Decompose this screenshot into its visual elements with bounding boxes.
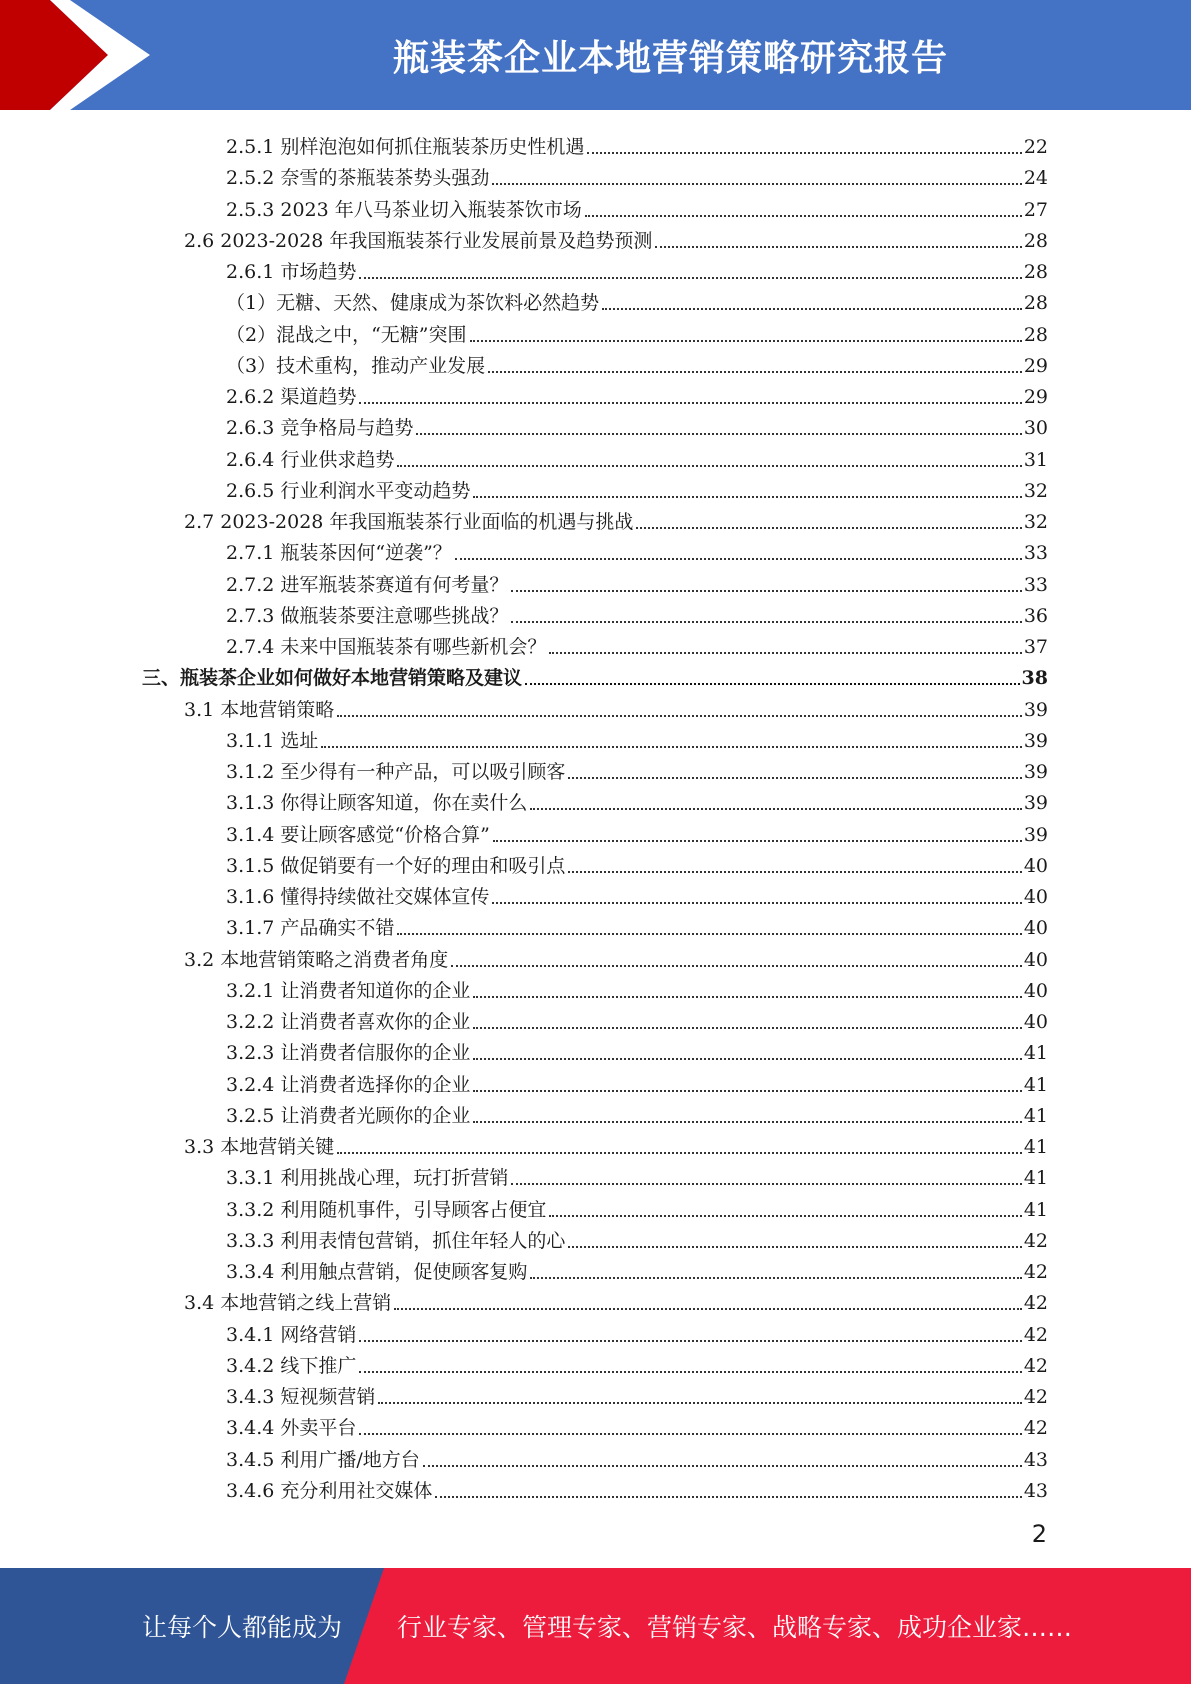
toc-entry-label: 2.7.1 瓶装茶因何“逆袭”？ [226,542,452,565]
toc-dot-leader [568,776,1021,779]
toc-dot-leader [394,1307,1022,1310]
toc-entry-label: 3.3.3 利用表情包营销，抓住年轻人的心 [226,1229,566,1252]
toc-dot-leader [511,589,1021,592]
toc-dot-leader [435,1495,1021,1498]
toc-entry[interactable] [226,159,1048,190]
toc-entry-page: 28 [1023,323,1048,346]
toc-entry-page: 39 [1023,729,1048,752]
footer-slogan-right: 行业专家、管理专家、营销专家、战略专家、成功企业家…… [397,1613,1073,1642]
toc-entry[interactable] [226,253,1048,284]
toc-entry-label: 3.2.2 让消费者喜欢你的企业 [226,1011,471,1033]
toc-dot-leader [473,1026,1021,1029]
toc-entry[interactable] [184,1284,1048,1315]
toc-entry-label: 3.2.3 让消费者信服你的企业 [226,1042,471,1065]
toc-entry[interactable] [142,659,1048,690]
toc-entry-page: 29 [1023,354,1048,377]
toc-entry-page: 31 [1023,448,1048,471]
toc-entry-page: 22 [1023,136,1048,158]
toc-entry-page: 42 [1023,1229,1048,1252]
toc-entry[interactable] [226,1222,1048,1253]
toc-entry-label: 2.6.5 行业利润水平变动趋势 [226,479,471,502]
toc-entry-label: 3.1.7 产品确实不错 [226,917,395,940]
toc-entry-page: 42 [1023,1417,1048,1440]
toc-dot-leader [321,745,1021,748]
toc-entry[interactable] [226,1066,1048,1097]
toc-entry-page: 38 [1021,667,1048,690]
toc-entry-label: 2.6.2 渠道趋势 [226,386,357,408]
toc-entry[interactable] [226,284,1048,315]
toc-dot-leader [549,1214,1021,1217]
toc-entry-label: 3.1.6 懂得持续做社交媒体宣传 [226,886,490,908]
toc-entry-page: 39 [1023,823,1048,846]
toc-entry-label: （2）混战之中，“无糖”突围 [226,323,467,346]
toc-entry-label: 3.2.4 让消费者选择你的企业 [226,1073,471,1096]
toc-entry-page: 33 [1023,542,1048,565]
toc-entry-label: 3.1.1 选址 [226,729,319,752]
toc-entry-page: 41 [1023,1104,1048,1127]
toc-entry-label: 3.4.1 网络营销 [226,1323,357,1346]
toc-entry-label: 3.3.4 利用触点营销，促使顾客复购 [226,1261,528,1283]
toc-entry-label: 3.2 本地营销策略之消费者角度 [184,948,449,971]
toc-dot-leader [585,214,1022,217]
toc-entry[interactable] [226,566,1048,597]
toc-entry[interactable] [226,628,1048,659]
toc-entry[interactable] [226,1409,1048,1440]
toc-entry-page: 24 [1023,167,1048,190]
toc-entry[interactable] [226,1253,1048,1284]
toc-entry[interactable] [226,909,1048,940]
toc-entry-page: 33 [1023,573,1048,596]
toc-entry-page: 41 [1023,1042,1048,1065]
toc-dot-leader [378,1401,1021,1404]
toc-entry-page: 42 [1023,1323,1048,1346]
toc-entry[interactable] [226,472,1048,503]
toc-dot-leader [397,464,1021,467]
toc-dot-leader [416,432,1021,435]
toc-dot-leader [359,1339,1021,1342]
toc-entry[interactable] [226,816,1048,847]
toc-dot-leader [359,276,1021,279]
toc-dot-leader [359,1370,1021,1373]
toc-entry-page: 29 [1023,386,1048,408]
toc-dot-leader [530,807,1021,810]
toc-entry-label: 3.4.6 充分利用社交媒体 [226,1479,433,1502]
toc-entry-label: 2.7.4 未来中国瓶装茶有哪些新机会？ [226,636,547,658]
toc-entry-label: 3.4.5 利用广播/地方台 [226,1448,420,1471]
toc-dot-leader [473,1120,1021,1123]
toc-entry-label: 3.1 本地营销策略 [184,698,335,721]
toc-entry-page: 27 [1023,198,1048,221]
toc-entry[interactable] [226,972,1048,1003]
toc-entry-page: 30 [1023,417,1048,440]
toc-entry-label: 3.4.3 短视频营销 [226,1386,376,1408]
toc-entry-label: 2.5.3 2023 年八马茶业切入瓶装茶饮市场 [226,198,582,221]
toc-entry-page: 43 [1023,1448,1048,1471]
toc-entry-label: 3.4.4 外卖平台 [226,1417,357,1440]
toc-entry[interactable] [184,691,1048,722]
page-number: 2 [1031,1520,1047,1548]
toc-entry[interactable] [226,753,1048,784]
toc-entry-label: （3）技术重构，推动产业发展 [226,354,486,377]
toc-entry[interactable] [226,347,1048,378]
toc-dot-leader [568,870,1021,873]
toc-entry-page: 28 [1023,229,1048,252]
toc-dot-leader [473,1089,1021,1092]
toc-entry-page: 32 [1023,479,1048,502]
toc-entry-label: 3.2.1 让消费者知道你的企业 [226,979,471,1002]
toc-entry[interactable] [226,128,1048,159]
toc-dot-leader [587,151,1021,154]
toc-entry-page: 41 [1023,1073,1048,1096]
toc-entry[interactable] [226,1159,1048,1190]
toc-dot-leader [359,401,1021,404]
toc-entry-page: 42 [1023,1261,1048,1283]
toc-dot-leader [488,370,1022,373]
toc-entry-page: 39 [1023,698,1048,721]
toc-entry-page: 41 [1023,1198,1048,1221]
toc-dot-leader [337,1151,1022,1154]
toc-dot-leader [492,901,1021,904]
toc-entry-page: 40 [1023,979,1048,1002]
toc-dot-leader [337,714,1022,717]
toc-entry-label: 3.4 本地营销之线上营销 [184,1292,392,1315]
toc-entry-label: 3.1.2 至少得有一种产品，可以吸引顾客 [226,761,566,783]
toc-entry-label: 2.7 2023-2028 年我国瓶装茶行业面临的机遇与挑战 [184,511,634,533]
toc-dot-leader [470,339,1022,342]
toc-dot-leader [397,932,1021,935]
toc-entry[interactable] [226,1472,1048,1503]
toc-entry-label: 3.3.1 利用挑战心理，玩打折营销 [226,1167,509,1190]
page-header [0,0,1191,110]
toc-entry-page: 39 [1023,792,1048,815]
toc-entry-label: 2.6 2023-2028 年我国瓶装茶行业发展前景及趋势预测 [184,229,653,252]
toc-dot-leader [451,964,1022,967]
toc-dot-leader [511,620,1021,623]
toc-entry-label: 3.4.2 线下推广 [226,1354,357,1377]
toc-entry-label: 2.6.1 市场趋势 [226,261,357,283]
toc-entry[interactable] [226,534,1048,565]
toc-dot-leader [602,307,1022,310]
toc-entry-label: 3.1.3 你得让顾客知道，你在卖什么 [226,792,528,815]
toc-entry[interactable] [226,1441,1048,1472]
toc-entry[interactable] [184,941,1048,972]
toc-entry-label: 2.6.4 行业供求趋势 [226,448,395,471]
report-title: 瓶装茶企业本地营销策略研究报告 [392,37,948,79]
toc-dot-leader [455,557,1022,560]
toc-entry-label: 3.1.5 做促销要有一个好的理由和吸引点 [226,854,566,877]
toc-entry[interactable] [226,441,1048,472]
toc-entry[interactable] [184,1128,1048,1159]
page-footer [0,1568,1191,1684]
toc-dot-leader [473,495,1021,498]
toc-dot-leader [473,995,1021,998]
toc-entry-page: 41 [1023,1136,1048,1158]
toc-entry-page: 40 [1023,917,1048,940]
toc-entry[interactable] [226,378,1048,409]
toc-entry-label: （1）无糖、天然、健康成为茶饮料必然趋势 [226,292,600,315]
toc-entry[interactable] [226,784,1048,815]
toc-entry-page: 42 [1023,1354,1048,1377]
toc-entry[interactable] [226,847,1048,878]
toc-dot-leader [525,682,1020,685]
toc-entry[interactable] [226,1378,1048,1409]
toc-entry-page: 28 [1023,261,1048,283]
toc-entry[interactable] [226,597,1048,628]
toc-dot-leader [511,1182,1021,1185]
toc-entry-label: 三、瓶装茶企业如何做好本地营销策略及建议 [142,667,523,690]
toc-entry-page: 36 [1023,604,1048,627]
toc-entry-page: 37 [1023,636,1048,658]
toc-entry[interactable] [226,1097,1048,1128]
toc-dot-leader [549,651,1021,654]
toc-dot-leader [636,526,1021,529]
toc-dot-leader [492,182,1021,185]
toc-entry-page: 40 [1023,854,1048,877]
toc-entry-label: 2.7.2 进军瓶装茶赛道有何考量？ [226,573,509,596]
toc-entry-page: 43 [1023,1479,1048,1502]
toc-entry[interactable] [184,503,1048,534]
toc-entry-label: 2.5.2 奈雪的茶瓶装茶势头强劲 [226,167,490,190]
toc-dot-leader [568,1245,1021,1248]
toc-dot-leader [423,1464,1022,1467]
toc-entry-label: 2.6.3 竞争格局与趋势 [226,417,414,440]
toc-entry-page: 42 [1023,1292,1048,1315]
toc-entry-page: 40 [1023,1011,1048,1033]
toc-entry[interactable] [184,222,1048,253]
toc-dot-leader [473,1057,1021,1060]
toc-dot-leader [655,245,1021,248]
toc-entry[interactable] [226,1003,1048,1034]
toc-entry-page: 42 [1023,1386,1048,1408]
toc-entry-label: 3.3 本地营销关键 [184,1136,335,1158]
toc-entry[interactable] [226,878,1048,909]
toc-entry[interactable] [226,1347,1048,1378]
toc-entry[interactable] [226,316,1048,347]
toc-entry[interactable] [226,409,1048,440]
toc-entry-page: 28 [1023,292,1048,315]
toc-entry-page: 39 [1023,761,1048,783]
toc-entry[interactable] [226,722,1048,753]
toc-entry-label: 3.1.4 要让顾客感觉“价格合算” [226,823,490,846]
toc-entry-label: 2.5.1 别样泡泡如何抓住瓶装茶历史性机遇 [226,136,585,158]
toc-dot-leader [493,839,1022,842]
toc-entry-page: 32 [1023,511,1048,533]
toc-entry-label: 2.7.3 做瓶装茶要注意哪些挑战？ [226,604,509,627]
toc-entry[interactable] [226,1191,1048,1222]
toc-entry[interactable] [226,1316,1048,1347]
footer-slogan-left: 让每个人都能成为 [142,1613,343,1642]
arrow-decoration-icon [0,0,160,110]
toc-entry-page: 40 [1023,886,1048,908]
toc-entry-label: 3.3.2 利用随机事件，引导顾客占便宜 [226,1198,547,1221]
toc-dot-leader [530,1276,1021,1279]
toc-entry[interactable] [226,191,1048,222]
toc-entry-label: 3.2.5 让消费者光顾你的企业 [226,1104,471,1127]
toc-entry-page: 40 [1023,948,1048,971]
toc-dot-leader [359,1432,1021,1435]
toc-entry[interactable] [226,1034,1048,1065]
toc-entry-page: 41 [1023,1167,1048,1190]
